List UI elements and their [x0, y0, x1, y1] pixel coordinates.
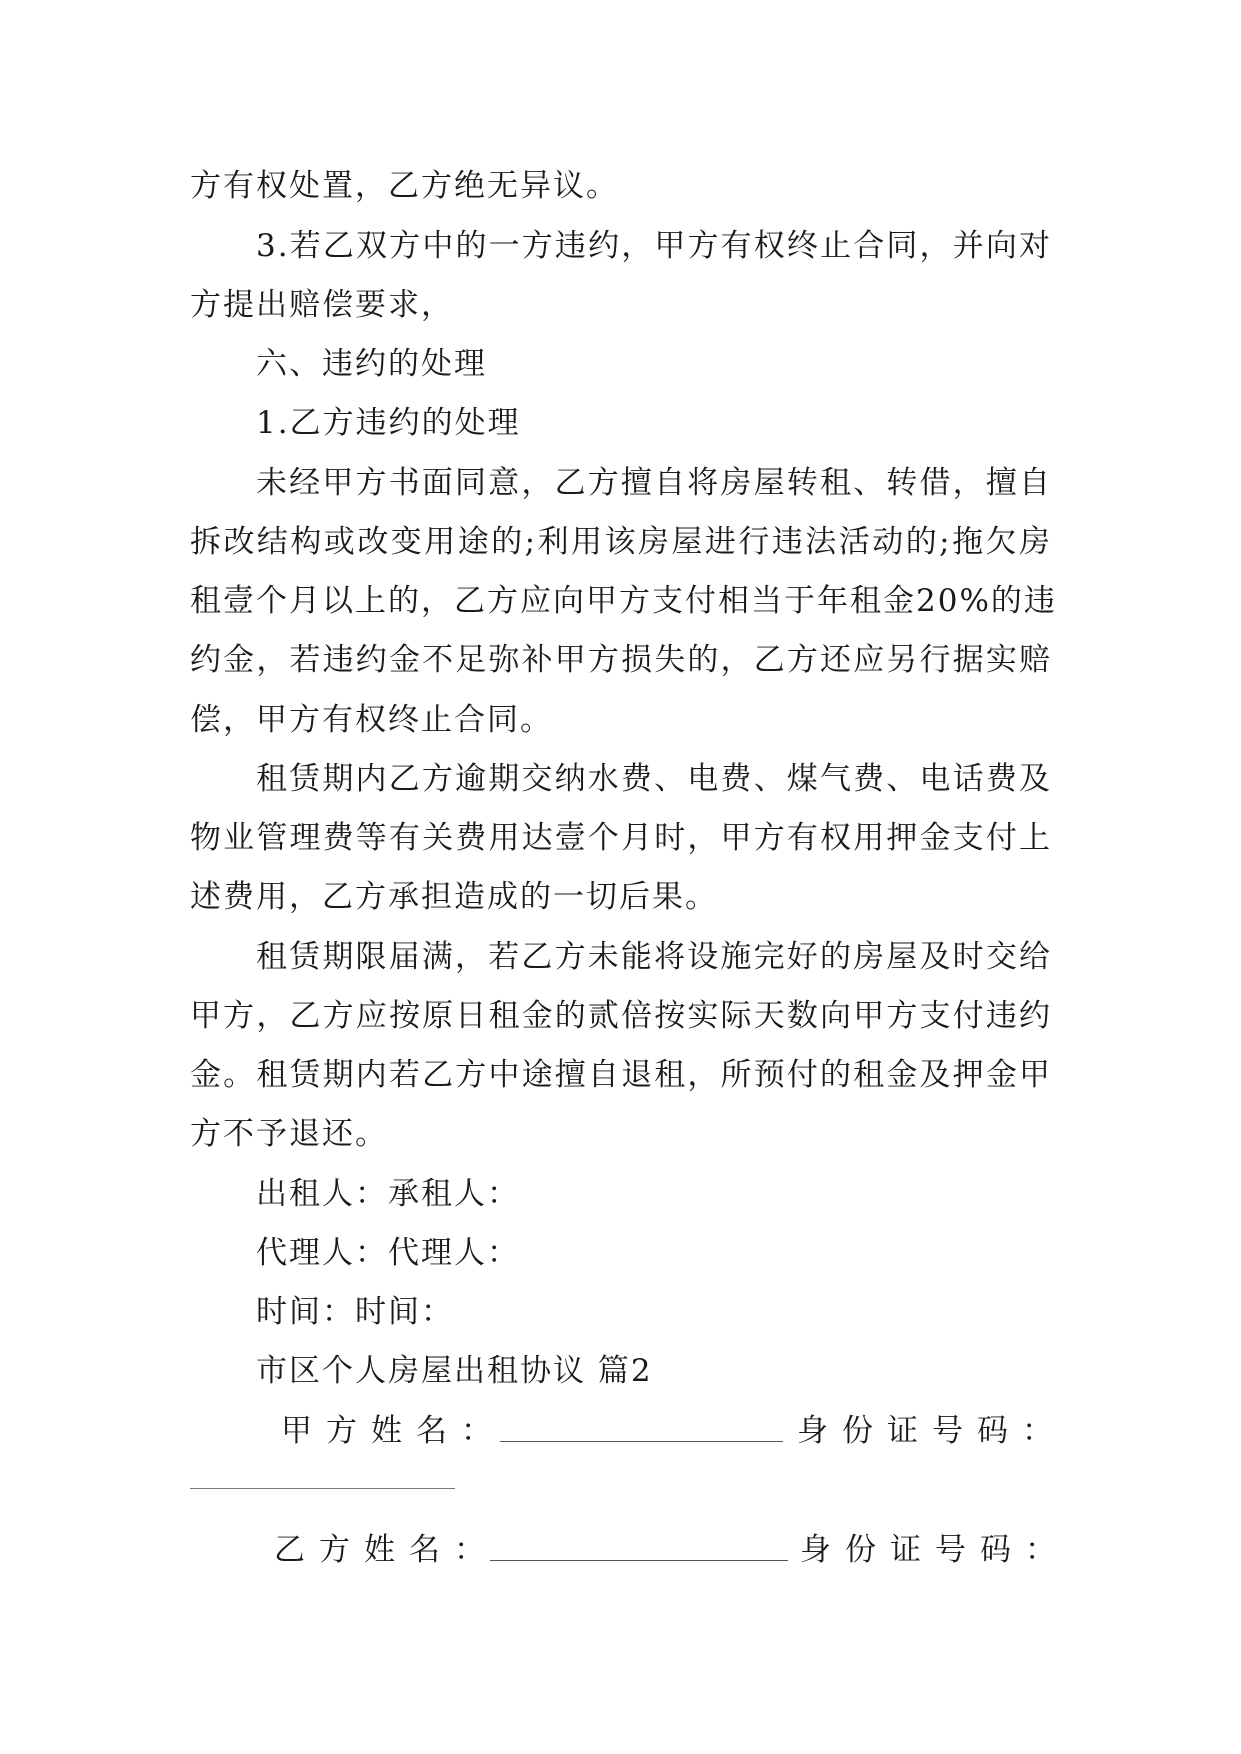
paragraph-line: 述费用，乙方承担造成的一切后果。 — [190, 879, 718, 915]
party-b-name-label: 乙方姓名： — [274, 1532, 499, 1568]
paragraph-line: 租赁期限届满，若乙方未能将设施完好的房屋及时交给 — [256, 939, 1052, 975]
paragraph-line: 3.若乙双方中的一方违约，甲方有权终止合同，并向对 — [256, 228, 1052, 264]
paragraph-line: 租赁期内乙方逾期交纳水费、电费、煤气费、电话费及 — [256, 761, 1052, 797]
paragraph-line: 租壹个月以上的，乙方应向甲方支付相当于年租金20%的违 — [190, 583, 1057, 619]
paragraph-line: 物业管理费等有关费用达壹个月时，甲方有权用押金支付上 — [190, 820, 1052, 856]
paragraph-line: 约金，若违约金不足弥补甲方损失的，乙方还应另行据实赔 — [190, 642, 1052, 678]
signature-lessor-lessee: 出租人：承租人： — [256, 1176, 520, 1212]
paragraph-line: 未经甲方书面同意，乙方擅自将房屋转租、转借，擅自 — [256, 465, 1052, 501]
paragraph-line: 金。租赁期内若乙方中途擅自退租，所预付的租金及押金甲 — [190, 1057, 1052, 1093]
section-heading: 六、违约的处理 — [256, 346, 487, 382]
party-b-id-label: 身份证号码： — [800, 1532, 1070, 1568]
article-title: 市区个人房屋出租协议 篇2 — [256, 1353, 653, 1389]
party-a-name-label: 甲方姓名： — [281, 1413, 506, 1449]
paragraph-line: 拆改结构或改变用途的;利用该房屋进行违法活动的;拖欠房 — [190, 524, 1052, 560]
signature-agents: 代理人：代理人： — [256, 1235, 520, 1271]
paragraph-line: 方提出赔偿要求， — [190, 287, 454, 323]
party-a-name-blank[interactable] — [500, 1413, 783, 1442]
party-a-id-blank[interactable] — [190, 1488, 455, 1489]
paragraph-line: 甲方，乙方应按原日租金的贰倍按实际天数向甲方支付违约 — [190, 998, 1052, 1034]
paragraph-line: 方不予退还。 — [190, 1116, 388, 1152]
party-b-name-blank[interactable] — [490, 1532, 788, 1561]
paragraph-line: 方有权处置，乙方绝无异议。 — [190, 168, 619, 204]
party-a-id-label: 身份证号码： — [797, 1413, 1067, 1449]
subsection-heading: 1.乙方违约的处理 — [256, 405, 521, 441]
paragraph-line: 偿，甲方有权终止合同。 — [190, 702, 553, 738]
signature-dates: 时间：时间： — [256, 1294, 454, 1330]
